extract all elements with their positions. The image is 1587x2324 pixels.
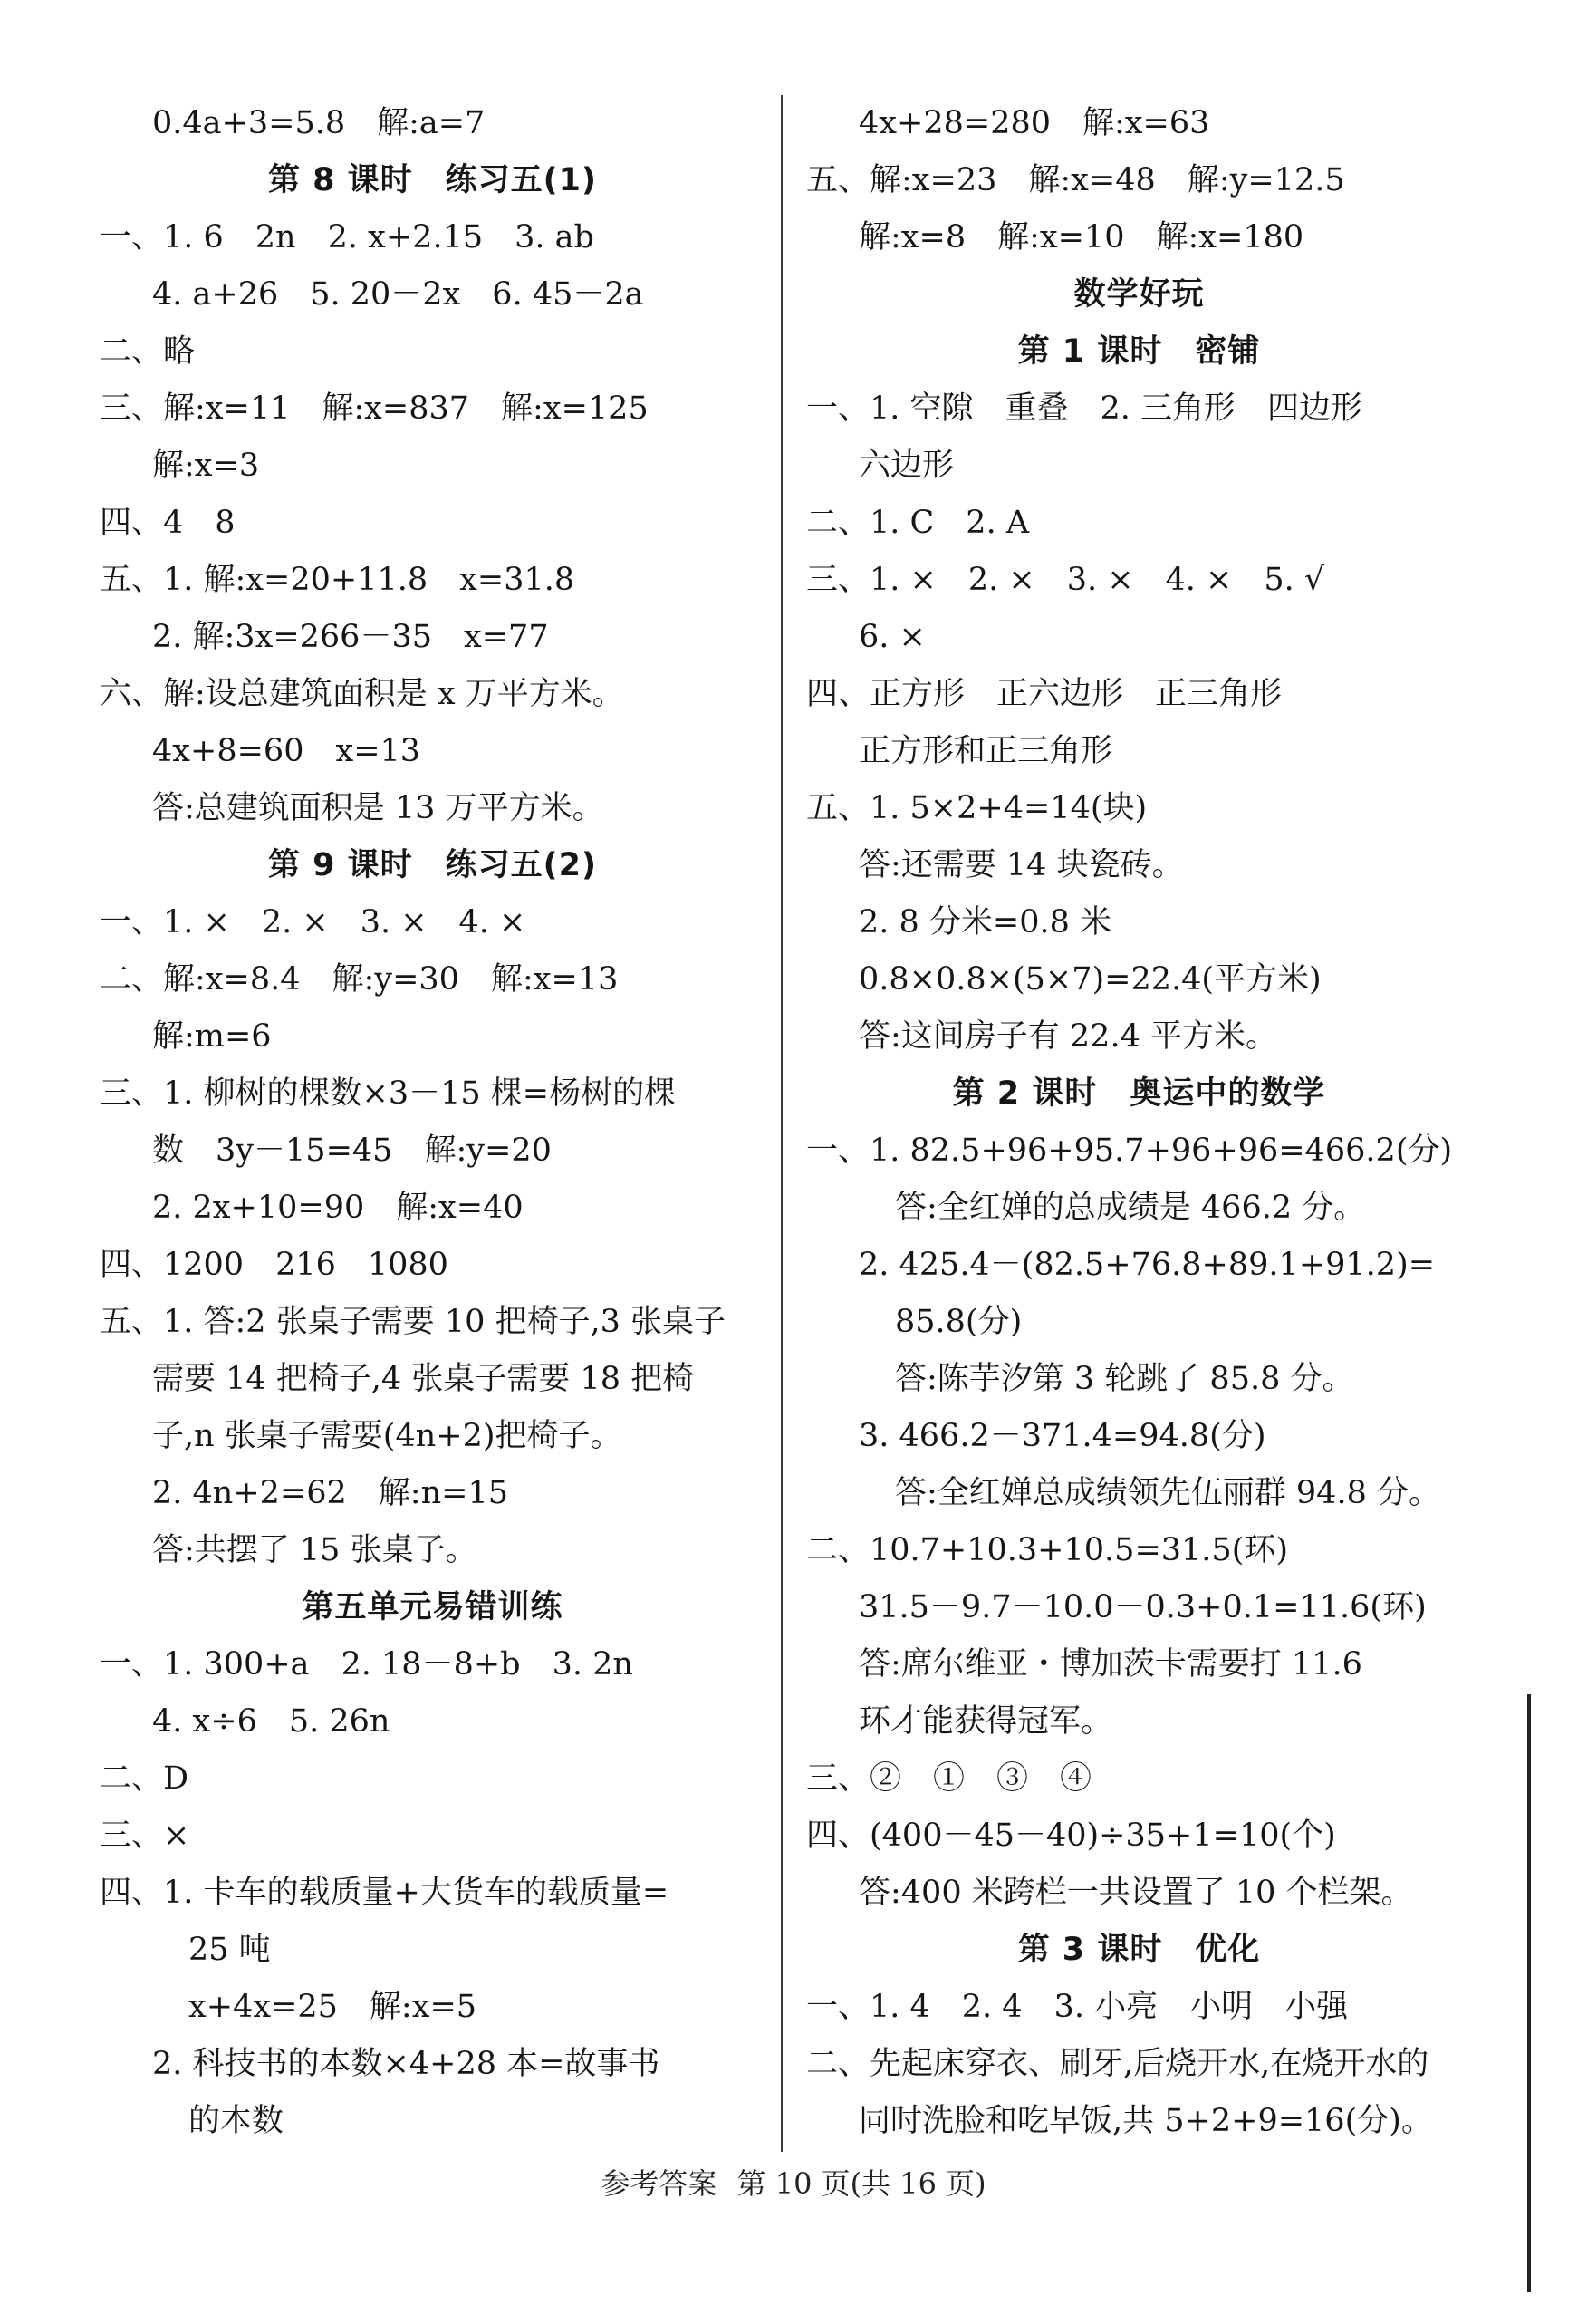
- answer-line: 三、② ① ③ ④: [806, 1760, 1092, 1797]
- answer-line: 4x+28=280 解:x=63: [859, 105, 1210, 141]
- answer-line: 二、略: [100, 333, 196, 370]
- answer-line: 正方形和正三角形: [859, 733, 1113, 769]
- page-footer: [0, 2161, 1587, 2203]
- answer-line: 四、(400－45－40)÷35+1=10(个): [806, 1818, 1336, 1854]
- answer-line: 答:全红婵总成绩领先伍丽群 94.8 分。: [895, 1475, 1440, 1511]
- answer-line: 三、1. × 2. × 3. × 4. × 5. √: [806, 562, 1325, 598]
- answer-line: 五、解:x=23 解:x=48 解:y=12.5: [806, 162, 1345, 198]
- answer-line: 2. 2x+10=90 解:x=40: [152, 1190, 524, 1226]
- answer-line: 一、1. 82.5+96+95.7+96+96=466.2(分): [806, 1133, 1453, 1169]
- section-heading: 第 1 课时 密铺: [1017, 333, 1261, 370]
- answer-line: 85.8(分): [895, 1304, 1023, 1340]
- answer-line: 六、解:设总建筑面积是 x 万平方米。: [100, 676, 624, 712]
- answer-line: 答:共摆了 15 张桌子。: [152, 1532, 477, 1568]
- answer-line: 0.8×0.8×(5×7)=22.4(平方米): [859, 961, 1322, 998]
- answer-line: 4. a+26 5. 20－2x 6. 45－2a: [152, 276, 644, 313]
- answer-line: 2. 425.4－(82.5+76.8+89.1+91.2)=: [859, 1247, 1436, 1283]
- answer-line: 一、1. 4 2. 4 3. 小亮 小明 小强: [806, 1989, 1349, 2025]
- answer-line: 答:这间房子有 22.4 平方米。: [859, 1018, 1277, 1055]
- answer-line: 四、4 8: [100, 505, 236, 541]
- answer-line: 二、解:x=8.4 解:y=30 解:x=13: [100, 961, 619, 998]
- answer-line: 2. 科技书的本数×4+28 本=故事书: [152, 2046, 660, 2082]
- answer-line: 一、1. × 2. × 3. × 4. ×: [100, 904, 526, 940]
- answer-line: 五、1. 答:2 张桌子需要 10 把椅子,3 张桌子: [100, 1304, 726, 1340]
- section-heading: 第五单元易错训练: [302, 1589, 563, 1625]
- answer-line: 31.5－9.7－10.0－0.3+0.1=11.6(环): [859, 1589, 1427, 1625]
- answer-line: 四、正方形 正六边形 正三角形: [806, 676, 1283, 712]
- answer-line: 2. 解:3x=266－35 x=77: [152, 619, 549, 655]
- answer-line: 的本数: [188, 2103, 284, 2139]
- section-heading: 第 3 课时 优化: [1017, 1932, 1261, 1968]
- answer-line: 解:m=6: [152, 1018, 272, 1055]
- footer-label: 参考答案: [601, 2166, 717, 2201]
- answer-line: 三、解:x=11 解:x=837 解:x=125: [100, 391, 649, 427]
- answer-line: 需要 14 把椅子,4 张桌子需要 18 把椅: [152, 1361, 695, 1397]
- answer-line: 二、1. C 2. A: [806, 505, 1030, 541]
- right-column: [806, 95, 1472, 2150]
- footer-page-number: 第 10 页(共 16 页): [736, 2166, 986, 2201]
- section-heading: 第 2 课时 奥运中的数学: [952, 1075, 1326, 1112]
- answer-line: 25 吨: [188, 1932, 271, 1968]
- answer-line: 解:x=3: [152, 448, 260, 484]
- answer-line: 六边形: [859, 448, 955, 484]
- answer-line: 0.4a+3=5.8 解:a=7: [152, 105, 486, 141]
- answer-line: 数 3y－15=45 解:y=20: [152, 1133, 552, 1169]
- answer-line: 4. x÷6 5. 26n: [152, 1703, 390, 1740]
- answer-line: 四、1200 216 1080: [100, 1247, 448, 1283]
- answer-line: 4x+8=60 x=13: [152, 733, 421, 769]
- answer-line: 二、10.7+10.3+10.5=31.5(环): [806, 1532, 1289, 1568]
- answer-line: x+4x=25 解:x=5: [188, 1989, 477, 2025]
- left-column: [100, 95, 765, 2150]
- answer-line: 3. 466.2－371.4=94.8(分): [859, 1418, 1266, 1454]
- section-heading: 数学好玩: [1073, 276, 1205, 313]
- answer-line: 一、1. 300+a 2. 18－8+b 3. 2n: [100, 1646, 633, 1683]
- answer-line: 2. 8 分米=0.8 米: [859, 904, 1112, 940]
- answer-line: 答:陈芋汐第 3 轮跳了 85.8 分。: [895, 1361, 1354, 1397]
- answer-line: 6. ×: [859, 619, 926, 655]
- answer-line: 答:400 米跨栏一共设置了 10 个栏架。: [859, 1875, 1413, 1911]
- answer-line: 环才能获得冠军。: [859, 1703, 1113, 1740]
- answer-line: 二、先起床穿衣、刷牙,后烧开水,在烧开水的: [806, 2046, 1429, 2082]
- scan-edge-line: [1527, 1694, 1531, 2292]
- column-divider: [781, 95, 783, 2152]
- answer-line: 五、1. 解:x=20+11.8 x=31.8: [100, 562, 575, 598]
- answer-line: 三、×: [100, 1818, 190, 1854]
- answer-line: 答:总建筑面积是 13 万平方米。: [152, 790, 604, 826]
- answer-line: 四、1. 卡车的载质量+大货车的载质量=: [100, 1875, 669, 1911]
- answer-line: 解:x=8 解:x=10 解:x=180: [859, 219, 1304, 256]
- answer-line: 答:席尔维亚・博加茨卡需要打 11.6: [859, 1646, 1362, 1683]
- answer-line: 三、1. 柳树的棵数×3－15 棵=杨树的棵: [100, 1075, 677, 1112]
- section-heading: 第 8 课时 练习五(1): [267, 162, 598, 198]
- answer-line: 2. 4n+2=62 解:n=15: [152, 1475, 508, 1511]
- answer-line: 答:全红婵的总成绩是 466.2 分。: [895, 1190, 1366, 1226]
- section-heading: 第 9 课时 练习五(2): [267, 847, 598, 883]
- answer-line: 子,n 张桌子需要(4n+2)把椅子。: [152, 1418, 622, 1454]
- answer-line: 答:还需要 14 块瓷砖。: [859, 847, 1184, 883]
- answer-line: 一、1. 6 2n 2. x+2.15 3. ab: [100, 219, 594, 256]
- answer-line: 五、1. 5×2+4=14(块): [806, 790, 1148, 826]
- answer-line: 一、1. 空隙 重叠 2. 三角形 四边形: [806, 391, 1363, 427]
- answer-line: 二、D: [100, 1760, 189, 1797]
- answer-line: 同时洗脸和吃早饭,共 5+2+9=16(分)。: [859, 2103, 1433, 2139]
